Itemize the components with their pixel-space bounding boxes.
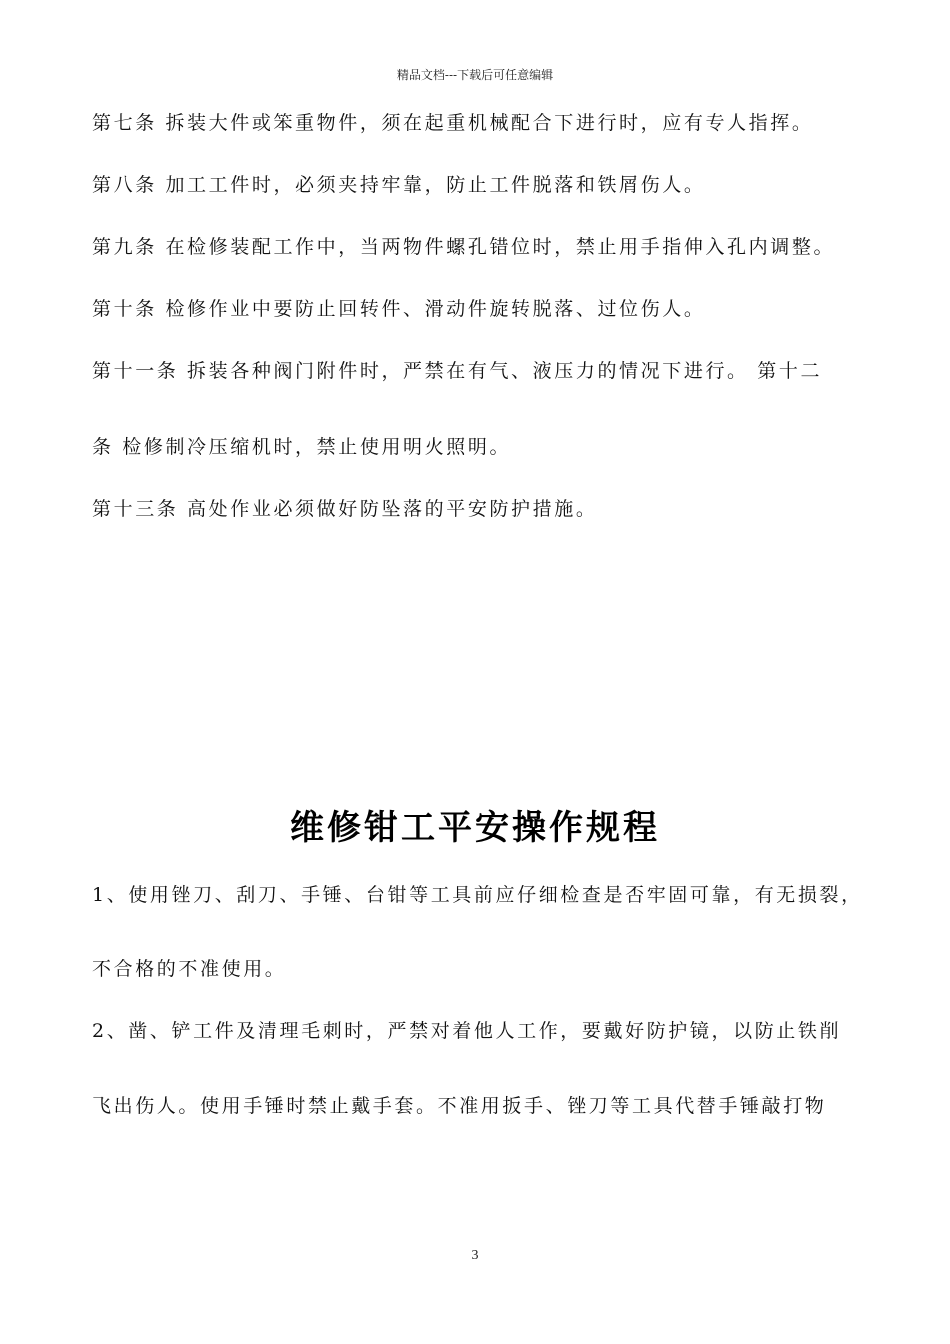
rule-line: 1、使用锉刀、刮刀、手锤、台钳等工具前应仔细检查是否牢固可靠，有无损裂， bbox=[92, 884, 863, 906]
section-title: 维修钳工平安操作规程 bbox=[290, 808, 660, 848]
rule-line: 2、凿、铲工件及清理毛刺时，严禁对着他人工作，要戴好防护镜，以防止铁削 bbox=[92, 1020, 842, 1042]
rule-line: 不合格的不准使用。 bbox=[92, 958, 287, 980]
article-line: 条 检修制冷压缩机时，禁止使用明火照明。 bbox=[92, 436, 512, 458]
page-header: 精品文档---下载后可任意编辑 bbox=[396, 68, 554, 82]
rule-line: 飞出伤人。使用手锤时禁止戴手套。不准用扳手、锉刀等工具代替手锤敲打物 bbox=[92, 1095, 827, 1117]
article-line: 第八条 加工工件时，必须夹持牢靠，防止工件脱落和铁屑伤人。 bbox=[92, 174, 706, 196]
article-line: 第七条 拆装大件或笨重物件，须在起重机械配合下进行时，应有专人指挥。 bbox=[92, 112, 814, 134]
page-number: 3 bbox=[471, 1248, 479, 1263]
article-line: 第九条 在检修装配工作中，当两物件螺孔错位时，禁止用手指伸入孔内调整。 bbox=[92, 236, 836, 258]
article-line: 第十一条 拆装各种阀门附件时，严禁在有气、液压力的情况下进行。 第十二 bbox=[92, 360, 823, 382]
article-line: 第十三条 高处作业必须做好防坠落的平安防护措施。 bbox=[92, 498, 598, 520]
article-line: 第十条 检修作业中要防止回转件、滑动件旋转脱落、过位伤人。 bbox=[92, 298, 706, 320]
